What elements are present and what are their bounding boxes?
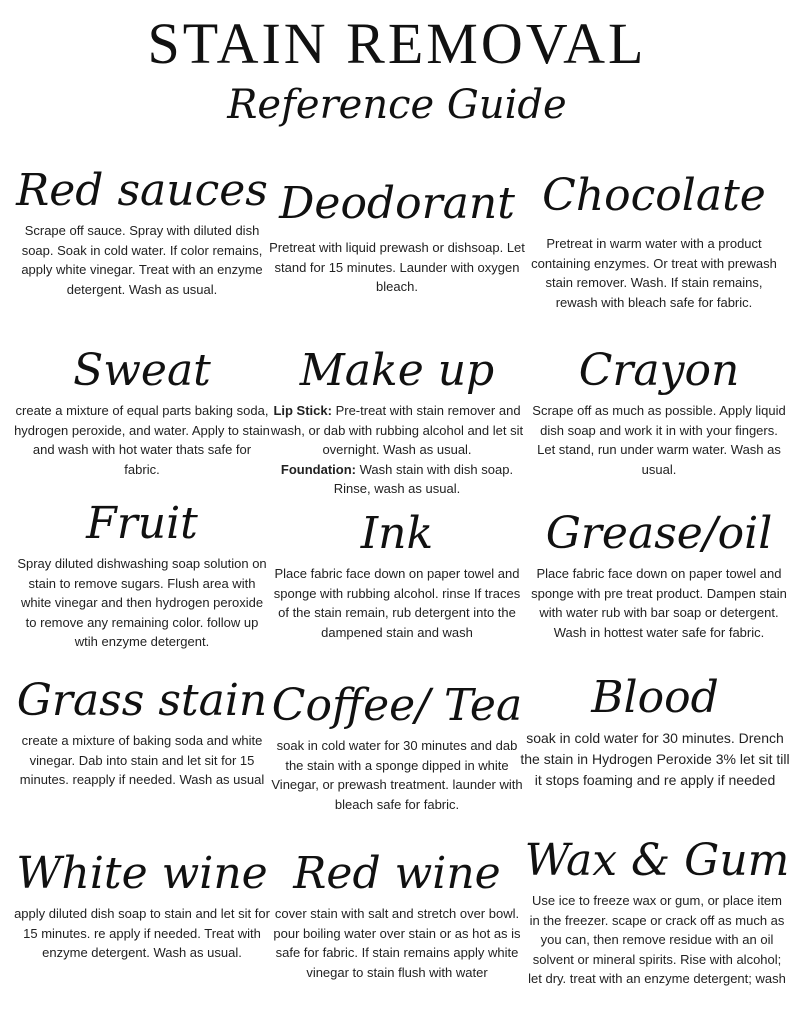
lip-stick-text: Pre-treat with stain remover and wash, or dab with rubbing alcohol and let sit overnight. Wash as usual. (270, 403, 524, 457)
stain-instructions: Use ice to freeze wax or gum, or place item in the freezer. scape or crack off as much as you can, then remove residue with an oil solvent or mineral spirits. Rise with alcohol; let dry. treat with an enzyme detergent; wash (528, 893, 786, 986)
stain-card-red-wine (265, 848, 529, 982)
stain-heading: Chocolate (542, 170, 766, 221)
stain-instructions: soak in cold water for 30 minutes and dab the stain with a sponge dipped in white Vinegar, or prewash treatment. launder with bleach safe for fabric. (271, 738, 523, 812)
page-subtitle: Reference Guide (227, 82, 567, 128)
stain-card-crayon (527, 345, 791, 479)
stain-instructions: create a mixture of equal parts baking soda, hydrogen peroxide, and water. Apply to stain and wash with hot water thats safe for fabric. (14, 403, 270, 477)
stain-instructions: Scrape off as much as possible. Apply liquid dish soap and work it in with your fingers. Let stand, run under warm water. Wash as usual. (532, 403, 786, 477)
stain-heading: Grease/oil (545, 508, 773, 559)
stain-instructions: Place fabric face down on paper towel and sponge with pre treat product. Dampen stain with water rub with bar soap or detergent. Wash in hottest water safe for fabric. (531, 566, 787, 640)
stain-card-make-up (265, 345, 529, 499)
stain-instructions: Place fabric face down on paper towel and sponge with rubbing alcohol. rinse If traces of the stain remain, rub detergent into the dampened stain and wash (273, 566, 521, 640)
stain-instructions: Pretreat with liquid prewash or dishsoap. Let stand for 15 minutes. Launder with oxygen bleach. (269, 240, 525, 294)
stain-card-chocolate (522, 170, 786, 312)
stain-card-grass-stain (10, 675, 274, 790)
foundation-text: Wash stain with dish soap. Rinse, wash as usual. (333, 461, 514, 496)
stain-card-red-sauces (10, 165, 274, 299)
stain-heading: Fruit (86, 498, 198, 549)
stain-instructions: Spray diluted dishwashing soap solution on stain to remove sugars. Flush area with white vinegar and then hydrogen peroxide to remove any remaining color. follow up wtih enzyme detergent. (17, 556, 267, 649)
stain-card-ink (265, 508, 529, 642)
stain-heading: Ink (360, 508, 434, 559)
stain-instructions: create a mixture of baking soda and white vinegar. Dab into stain and let sit for 15 minutes. reapply if needed. Wash as usual (19, 733, 265, 787)
stain-heading: Sweat (73, 345, 211, 396)
stain-heading: Deodorant (279, 178, 515, 229)
stain-card-coffee-tea (265, 680, 529, 814)
stain-card-wax-gum (522, 835, 792, 989)
stain-card-fruit (10, 498, 274, 652)
stain-instructions: Scrape off sauce. Spray with diluted dish soap. Soak in cold water. If color remains, apply white vinegar. Treat with an enzyme detergent. Wash as usual. (21, 223, 263, 297)
page-title: STAIN REMOVAL (147, 11, 647, 76)
stain-heading: Make up (299, 345, 495, 396)
stain-card-grease-oil (527, 508, 791, 642)
stain-heading: Coffee/ Tea (271, 680, 523, 731)
stain-instructions: cover stain with salt and stretch over bowl. pour boiling water over stain or as hot as is safe for fabric. If stain remains apply white vinegar to stain flush with water (273, 906, 521, 980)
stain-card-blood (515, 672, 794, 791)
stain-instructions: Pretreat in warm water with a product containing enzymes. Or treat with prewash stain remover. Wash. If stain remains, rewash with bleach safe for fabric. (531, 236, 777, 310)
stain-heading: Blood (591, 672, 719, 723)
stain-heading: White wine (16, 848, 268, 899)
stain-card-deodorant (265, 178, 529, 297)
lip-stick-label: Lip Stick: (273, 403, 332, 418)
stain-instructions: apply diluted dish soap to stain and let sit for 15 minutes. re apply if needed. Treat with enzyme detergent. Wash as usual. (14, 906, 270, 960)
stain-heading: Red sauces (16, 165, 268, 216)
stain-instructions (265, 401, 529, 499)
stain-heading: Red wine (293, 848, 501, 899)
stain-card-white-wine (10, 848, 274, 963)
foundation-label: Foundation: (280, 461, 357, 477)
stain-heading: Crayon (578, 345, 740, 396)
stain-card-sweat (10, 345, 274, 479)
stain-heading: Wax & Gum (524, 835, 790, 886)
stain-heading: Grass stain (16, 675, 268, 726)
stain-instructions: soak in cold water for 30 minutes. Drench the stain in Hydrogen Peroxide 3% let sit till it stops foaming and re apply if needed (520, 730, 790, 788)
